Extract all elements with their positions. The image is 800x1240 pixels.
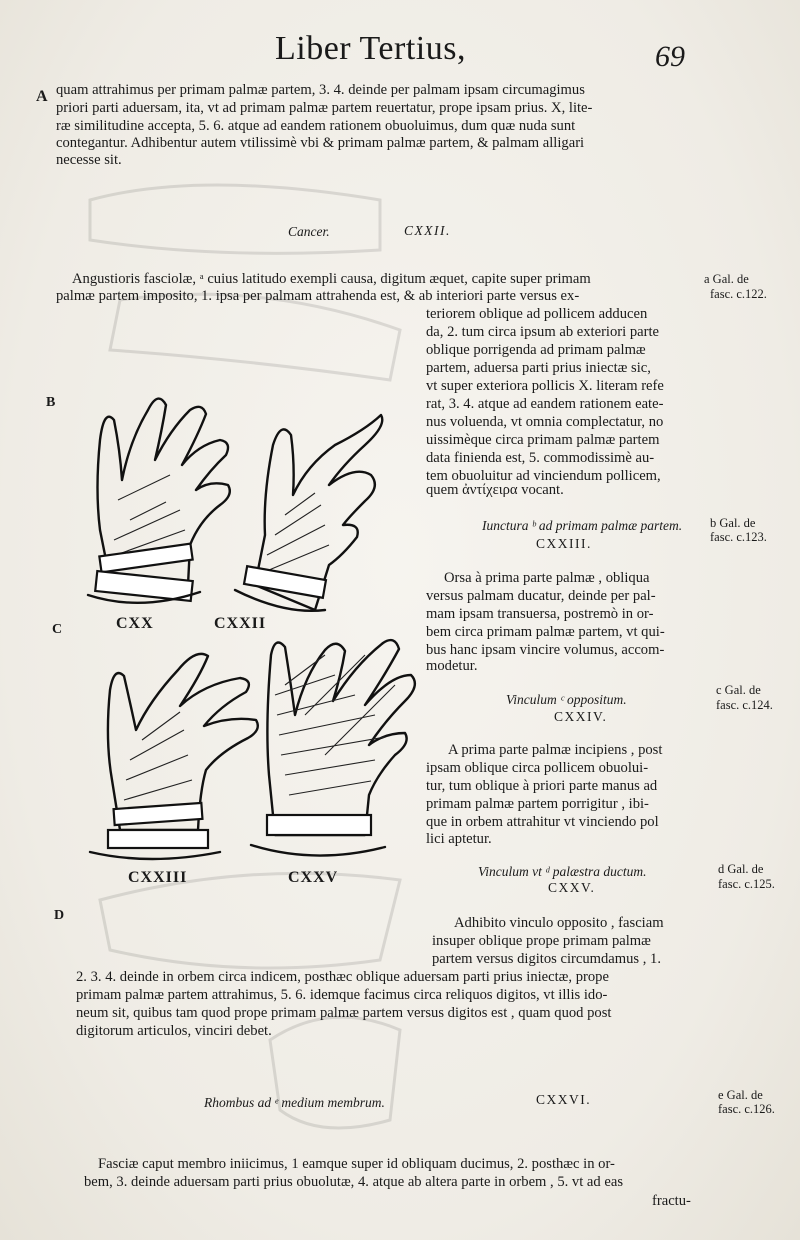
sec123-line-5: bus hanc ipsam vincire volumus, accom- <box>426 642 665 658</box>
sec125-full-line-3: neum sit, quibus tam quod prope primam palmæ partem versus digitos est , quam quod post <box>76 1005 612 1021</box>
marker-c: C <box>52 622 63 637</box>
sec122-col-line-4: partem, aduersa parti prius iniectæ sic, <box>426 360 651 376</box>
sec126-margin-note-1: e Gal. de <box>718 1088 763 1102</box>
sec126-line-1: Fasciæ caput membro iniicimus, 1 eamque super id obliquam ducimus, 2. posthæc in or- <box>98 1156 615 1172</box>
hand-illustration-cxxiii <box>80 630 270 870</box>
sec122-col-line-6: rat, 3. 4. atque ad eandem rationem eate- <box>426 396 664 412</box>
sec122-col-line-9: data finienda est, 5. commodissimè au- <box>426 450 655 466</box>
page-number: 69 <box>655 40 685 73</box>
caption-cxxiii: CXXIII <box>128 869 188 886</box>
sec123-heading: Iunctura ᵇ ad primam palmæ partem. <box>482 518 683 533</box>
sec125-full-line-4: digitorum articulos, vinciri debet. <box>76 1023 272 1039</box>
sec123-line-6: modetur. <box>426 658 478 674</box>
intro-line-2: priori parti aduersam, ita, vt ad primam palmæ partem reuertatur, prope ipsam prius. X, lite- <box>56 100 593 116</box>
sec123-line-1: Orsa à prima parte palmæ , obliqua <box>444 570 650 586</box>
intro-line-5: necesse sit. <box>56 152 122 168</box>
sec123-margin-note-1: b Gal. de <box>710 516 756 530</box>
marker-b: B <box>46 395 56 410</box>
sec125-col-line-2: insuper oblique prope primam palmæ <box>432 933 651 949</box>
sec124-line-6: lici aptetur. <box>426 831 492 847</box>
page-title: Liber Tertius, <box>275 30 466 67</box>
sec123-number: CXXIII. <box>536 536 592 551</box>
sec125-margin-note-1: d Gal. de <box>718 862 764 876</box>
sec126-line-2: bem, 3. deinde aduersam parti prius obuolutæ, 4. atque ab altera parte in orbem , 5. vt ad eas <box>84 1174 623 1190</box>
sec124-line-1: A prima parte palmæ incipiens , post <box>448 742 663 758</box>
sec125-margin-note-2: fasc. c.125. <box>718 877 775 891</box>
sec126-number: CXXVI. <box>536 1092 592 1107</box>
hand-illustration-cxxv <box>245 615 420 870</box>
sec123-margin-note-2: fasc. c.123. <box>710 530 767 544</box>
sec122-number: CXXII. <box>404 223 451 238</box>
sec125-full-line-2: primam palmæ partem attrahimus, 5. 6. idemque facimus circa reliquos digitos, vt illis ido- <box>76 987 608 1003</box>
sec124-heading: Vinculum ᶜ oppositum. <box>506 692 627 707</box>
sec124-line-3: tur, tum oblique à priori parte manus ad <box>426 778 658 794</box>
sec125-number: CXXV. <box>548 880 596 895</box>
intro-line-1: quam attrahimus per primam palmæ partem, 3. 4. deinde per palmam ipsam circumagimus <box>56 82 585 98</box>
hand-illustration-cxx <box>70 380 250 615</box>
sec124-margin-note-1: c Gal. de <box>716 683 761 697</box>
sec125-heading: Vinculum vt ᵈ palæstra ductum. <box>478 864 647 879</box>
sec122-full-line-1: Angustioris fasciolæ, ᵃ cuius latitudo exempli causa, digitum æquet, capite super primam <box>72 271 591 287</box>
marker-a: A <box>36 88 48 105</box>
sec122-heading: Cancer. <box>288 224 330 239</box>
intro-line-3: ræ similitudine accepta, 5. 6. atque ad eandem rationem obuoluimus, dum quæ nuda sunt <box>56 118 576 134</box>
sec122-margin-note-2: fasc. c.122. <box>710 287 767 301</box>
sec122-col-line-8: uissimèque circa primam palmæ partem <box>426 432 660 448</box>
sec122-col-line-1: teriorem oblique ad pollicem adducen <box>426 306 648 322</box>
sec125-full-line-1: 2. 3. 4. deinde in orbem circa indicem, posthæc oblique aduersam parti prius iniectæ, prope <box>76 969 609 985</box>
sec122-col-line-3: oblique porrigenda ad primam palmæ <box>426 342 646 358</box>
caption-cxxv: CXXV <box>288 869 339 886</box>
sec125-col-line-3: partem versus digitos circumdamus , 1. <box>432 951 661 967</box>
sec122-col-line-7: nus voluenda, vt omnia complectatur, no <box>426 414 664 430</box>
sec123-line-3: mam ipsam transuersa, postremò in or- <box>426 606 654 622</box>
intro-line-4: contegantur. Adhibentur autem vtilissimè vbi & primam palmæ partem, & palmam alligari <box>56 135 585 151</box>
sec124-line-5: que in orbem attrahitur vt vinciendo pol <box>426 814 659 830</box>
sec124-line-4: primam palmæ partem porrigitur , ibi- <box>426 796 649 812</box>
sec122-col-line-5: vt super exteriora pollicis X. literam refe <box>426 378 664 394</box>
caption-cxx: CXX <box>116 615 154 632</box>
sec122-col-line-11: quem ἀντίχειρα vocant. <box>426 482 564 498</box>
sec124-number: CXXIV. <box>554 709 608 724</box>
sec124-margin-note-2: fasc. c.124. <box>716 698 773 712</box>
sec122-full-line-2: palmæ partem imposito, 1. ipsa per palmam attrahenda est, & ab interiori parte versus ex- <box>56 288 580 304</box>
catchword: fractu- <box>652 1193 691 1209</box>
sec122-col-line-2: da, 2. tum circa ipsum ab exteriori parte <box>426 324 660 340</box>
sec126-margin-note-2: fasc. c.126. <box>718 1102 775 1116</box>
sec122-margin-note-1: a Gal. de <box>704 272 749 286</box>
marker-d: D <box>54 908 65 923</box>
caption-cxxii: CXXII <box>214 615 267 632</box>
sec123-line-2: versus palmam ducatur, deinde per pal- <box>426 588 656 604</box>
sec125-col-line-1: Adhibito vinculo opposito , fasciam <box>454 915 664 931</box>
hand-illustration-cxxii <box>225 405 395 620</box>
sec122-col-line-10: tem obuoluitur ad vinciendum pollicem, <box>426 468 661 484</box>
sec123-line-4: bem circa primam palmæ partem, vt qui- <box>426 624 665 640</box>
sec126-heading: Rhombus ad ᵉ medium membrum. <box>204 1095 385 1110</box>
sec124-line-2: ipsam oblique circa pollicem obuolui- <box>426 760 649 776</box>
